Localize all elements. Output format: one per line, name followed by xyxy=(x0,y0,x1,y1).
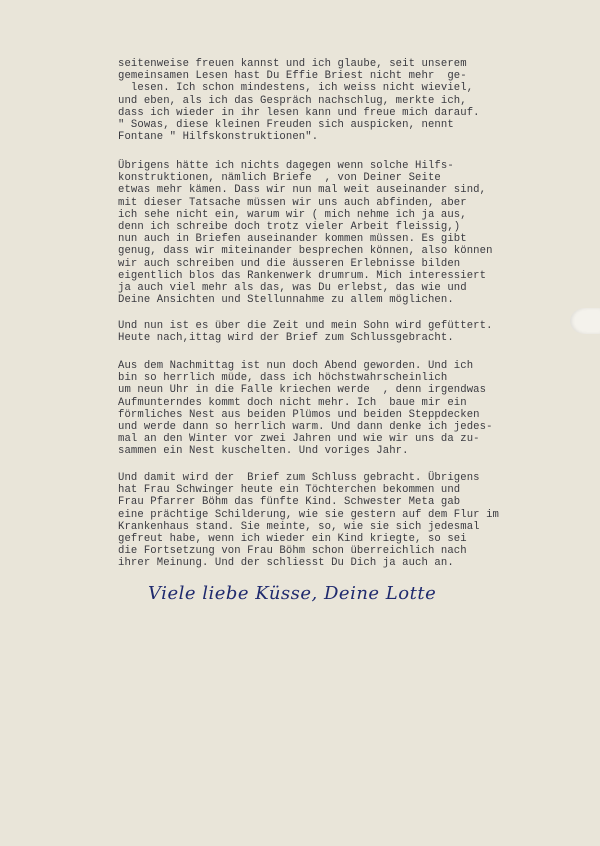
paragraph-evening: Aus dem Nachmittag ist nun doch Abend geworden. Und ich bin so herrlich müde, dass ich höchstwahrscheinlich um neun Uhr in die Falle kriechen werde , denn irgendwas Aufmunterndes kommt doch nicht mehr. Ich baue mir ein förmliches Nest aus beiden Plümos und beiden Steppdecken und werde dann so herrlich warm. Und dann denke ich jedes- mal an den Winter vor zwei Jahren und wie wir uns da zu- sammen ein Nest kuschelten. Und voriges Jahr. xyxy=(118,360,493,458)
punch-hole xyxy=(570,308,600,334)
paragraph-son-fed: Und nun ist es über die Zeit und mein Sohn wird gefüttert. Heute nach,ittag wird der Brief zum Schlussgebracht. xyxy=(118,320,493,345)
handwritten-signature: Viele liebe Küsse, Deine Lotte xyxy=(148,583,437,604)
paragraph-effi-briest: seitenweise freuen kannst und ich glaube, seit unserem gemeinsamen Lesen hast Du Effie Briest nicht mehr ge- lesen. Ich schon mindestens, ich weiss nicht wieviel, und eben, als ich das Gespräch nachschlug, merkte ich, dass ich wieder in ihr lesen kann und freue mich darauf. " Sowas, diese kleinen Freuden sich auspicken, nennt Fontane " Hilfskonstruktionen". xyxy=(118,58,480,144)
paragraph-hilfskonstruktionen: Übrigens hätte ich nichts dagegen wenn solche Hilfs- konstruktionen, nämlich Briefe , von Deiner Seite etwas mehr kämen. Dass wir nun mal weit auseinander sind, mit dieser Tatsache müssen wir uns auch abfinden, aber ich sehe nicht ein, warum wir ( mich nehme ich ja aus, denn ich schreibe doch trotz vieler Arbeit fleissig,) nun auch in Briefen auseinander kommen müssen. Es gibt genug, dass wir miteinander besprechen können, also können wir auch schreiben und die äusseren Erlebnisse bilden eigentlich blos das Rankenwerk drumrum. Mich interessiert ja auch viel mehr als das, was Du erlebst, das wie und Deine Ansichten und Stellunnahme zu allem möglichen. xyxy=(118,160,493,307)
paragraph-closing-news: Und damit wird der Brief zum Schluss gebracht. Übrigens hat Frau Schwinger heute ein Töchterchen bekommen und Frau Pfarrer Böhm das fünfte Kind. Schwester Meta gab eine prächtige Schilderung, wie sie gestern auf dem Flur im Krankenhaus stand. Sie meinte, so, wie sie sich jedesmal gefreut habe, wenn ich wieder ein Kind kriegte, so sei die Fortsetzung von Frau Böhm schon überreichlich nach ihrer Meinung. Und der schliesst Du Dich ja auch an. xyxy=(118,472,499,570)
